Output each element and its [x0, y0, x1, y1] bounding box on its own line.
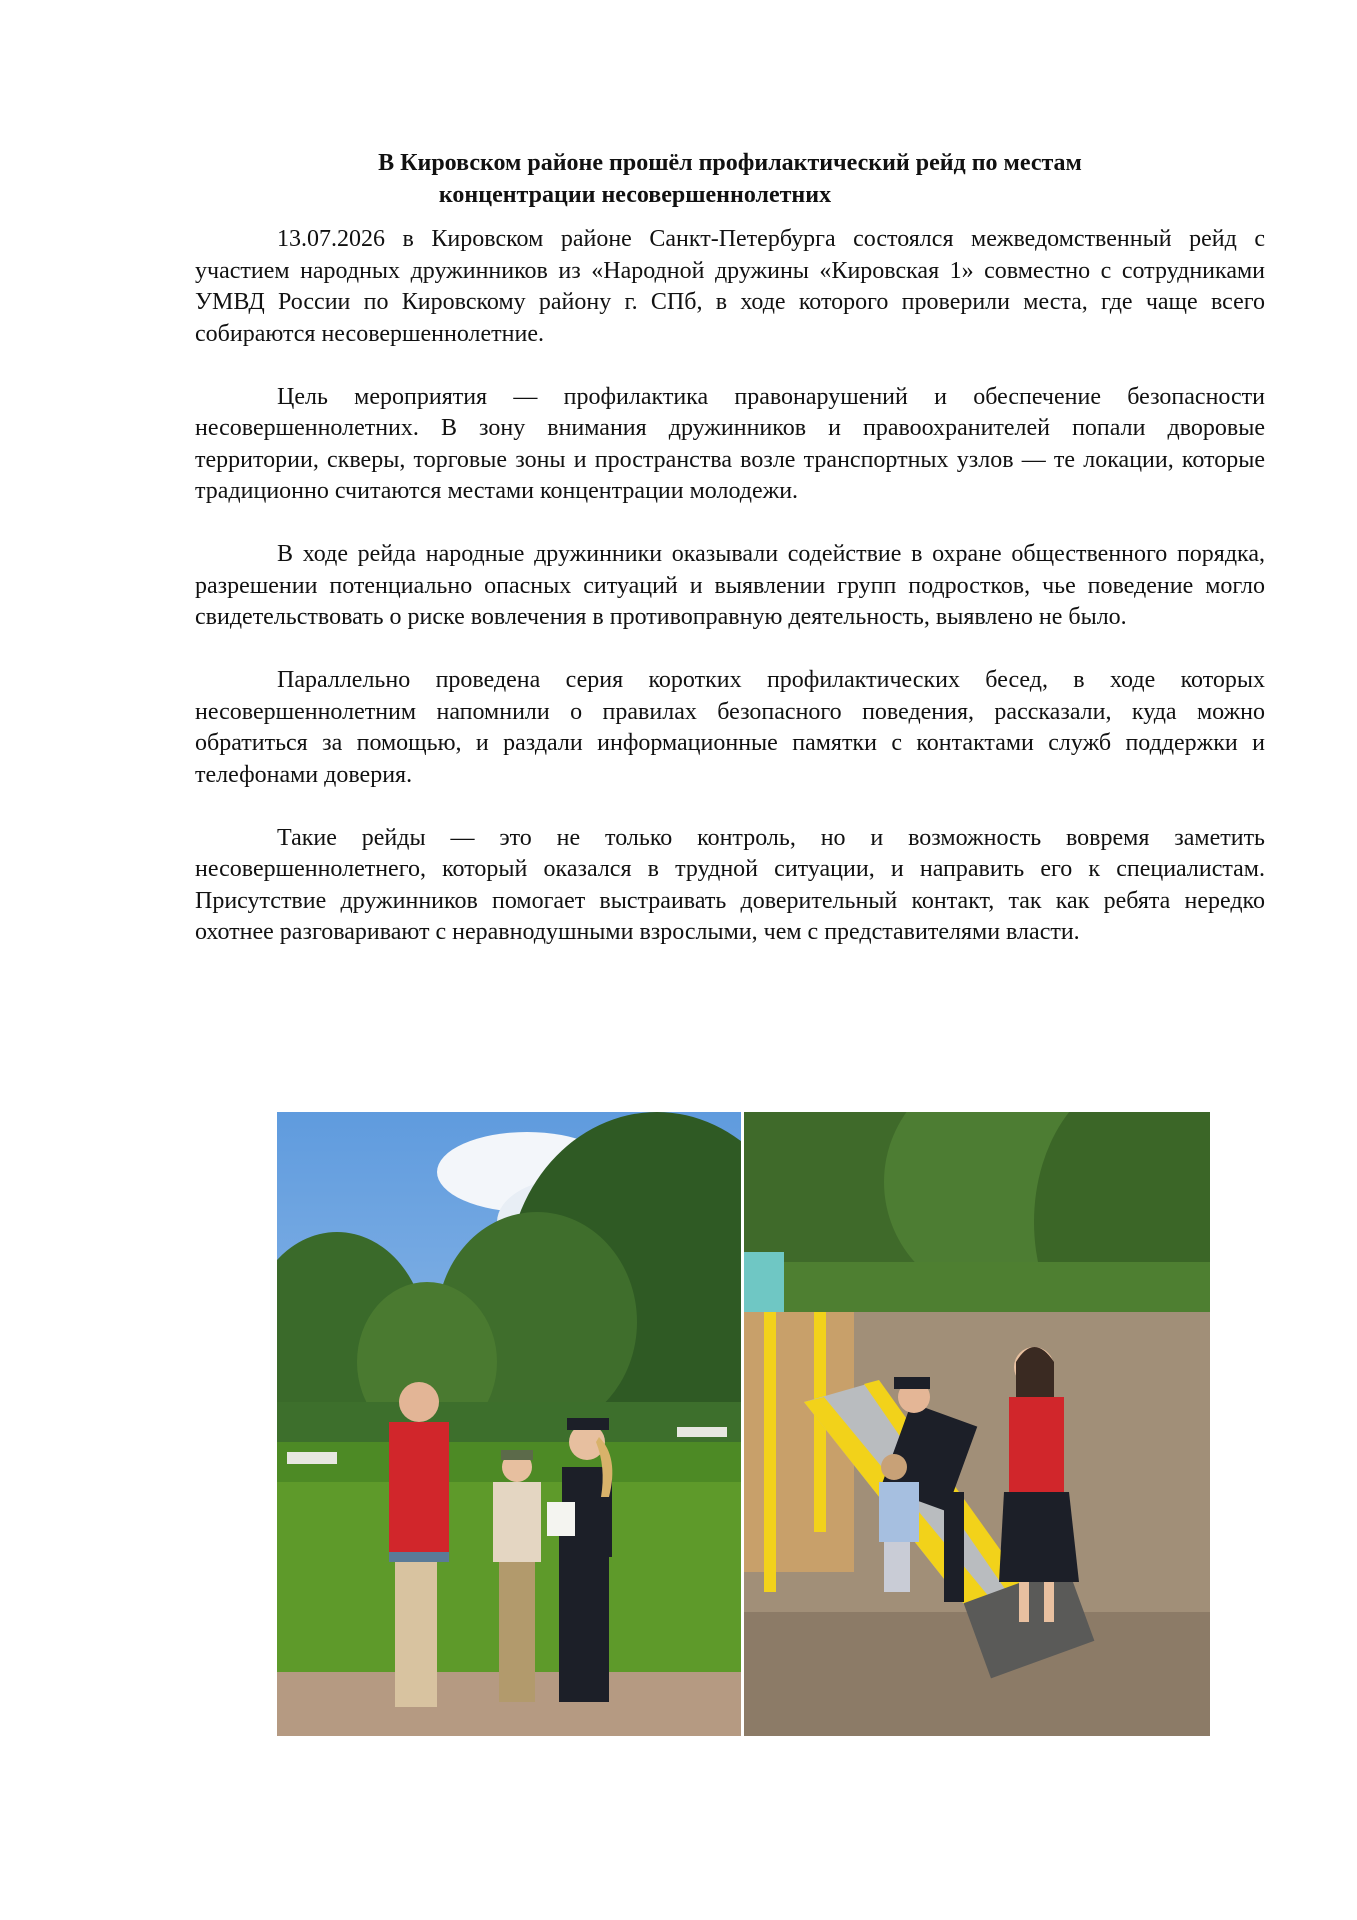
photo-park-conversation	[277, 1112, 741, 1736]
paragraph-4: Параллельно проведена серия коротких профилактических бесед, в ходе которых несовершеннолетним напомнили о правилах безопасного поведения, рассказали, куда можно обратиться за помощью, и раздали информационные памятки с контактами служб поддержки и телефонами доверия.	[195, 667, 1265, 788]
title-line-2: концентрации несовершеннолетних	[438, 182, 832, 209]
paragraph-1: 13.07.2026 в Кировском районе Санкт-Петербурга состоялся межведомственный рейд с участием народных дружинников из «Народной дружины «Кировская 1» совместно с сотрудниками УМВД России по Кировскому району г. СПб, в ходе которого проверили места, где чаще всего собираются несовершеннолетние.	[195, 226, 1265, 347]
paragraph-3: В ходе рейда народные дружинники оказывали содействие в охране общественного порядка, разрешении потенциально опасных ситуаций и выявлении групп подростков, чье поведение могло свидетельствовать о риске вовлечения в противоправную деятельность, выявлено не было.	[195, 541, 1265, 630]
paragraph-2: Цель мероприятия — профилактика правонарушений и обеспечение безопасности несовершеннолетних. В зону внимания дружинников и правоохранителей попали дворовые территории, скверы, торговые зоны и пространства возле транспортных узлов — те локации, которые традиционно считаются местами концентрации молодежи.	[195, 383, 1265, 504]
article-title	[195, 147, 1265, 211]
photo-playground-slide	[744, 1112, 1210, 1736]
article-body	[195, 224, 1265, 980]
paragraph-5: Такие рейды — это не только контроль, но и возможность вовремя заметить несовершеннолетнего, который оказался в трудной ситуации, и направить его к специалистам. Присутствие дружинников помогает выстраивать доверительный контакт, так как ребята нередко охотнее разговаривают с неравнодушными взрослыми, чем с представителями власти.	[195, 824, 1265, 945]
title-line-1: В Кировском районе прошёл профилактический рейд по местам	[378, 150, 1082, 177]
